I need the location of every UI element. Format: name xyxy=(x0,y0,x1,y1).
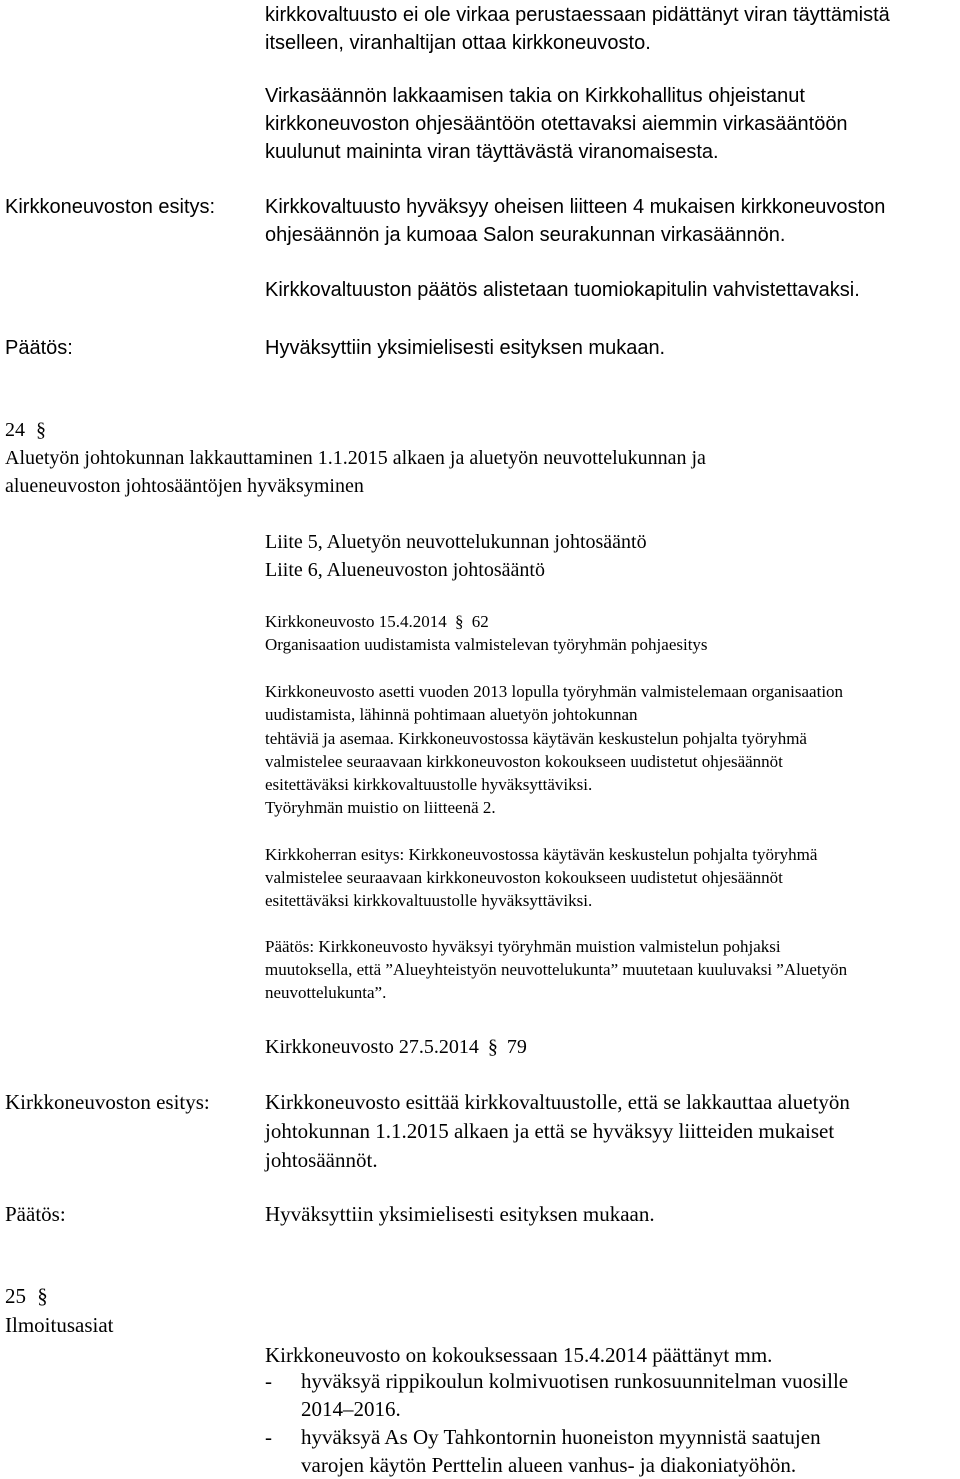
section-number-value: 24 xyxy=(5,419,25,441)
section-sign: § xyxy=(36,419,46,441)
body-line: tehtäviä ja asemaa. Kirkkoneuvostossa käytävän keskustelun pohjalta työryhmä xyxy=(265,729,807,748)
meeting-reference-prefix: Kirkkoneuvosto 27.5.2014 xyxy=(265,1036,479,1058)
section-title-line: Aluetyön johtokunnan lakkauttaminen 1.1.2015 alkaen ja aluetyön neuvottelukunnan ja xyxy=(5,447,706,469)
section-title-line: alueneuvoston johtosääntöjen hyväksyminen xyxy=(5,475,364,497)
vicar-proposal-line: valmistelee seuraavaan kirkkoneuvoston kokoukseen uudistetut ohjesäännöt xyxy=(265,868,783,887)
paragraph-line: itselleen, viranhaltijan ottaa kirkkoneuvosto. xyxy=(265,32,651,54)
meeting-subtitle: Organisaation uudistamista valmistelevan työryhmän pohjaesitys xyxy=(265,635,708,654)
paragraph-line: kuulunut maininta viran täyttävästä viranomaisesta. xyxy=(265,141,719,163)
meeting-reference-section: 79 xyxy=(506,1036,527,1058)
body-line: uudistamista, lähinnä pohtimaan aluetyön johtokunnan xyxy=(265,705,638,724)
list-item-line: hyväksyä rippikoulun kolmivuotisen runkosuunnitelman vuosille xyxy=(301,1369,849,1393)
proposal-line: Kirkkovaltuusto hyväksyy oheisen liitteen 4 mukaisen kirkkoneuvoston xyxy=(265,196,886,218)
vicar-proposal-line: Kirkkoherran esitys: Kirkkoneuvostossa käytävän keskustelun pohjalta työryhmä xyxy=(265,845,818,864)
confirmation-text: Kirkkovaltuuston päätös alistetaan tuomiokapitulin vahvistettavaksi. xyxy=(265,279,860,301)
attachment-line: Liite 6, Alueneuvoston johtosääntö xyxy=(265,559,545,581)
list-item-line: varojen käytön Perttelin alueen vanhus- ja diakoniatyöhön. xyxy=(301,1453,797,1477)
paragraph-line: Virkasäännön lakkaamisen takia on Kirkkohallitus ohjeistanut xyxy=(265,85,805,107)
meeting-reference xyxy=(265,1037,527,1057)
paragraph-line: kirkkovaltuusto ei ole virkaa perustaessaan pidättänyt viran täyttämistä xyxy=(265,4,890,26)
decision-label: Päätös: xyxy=(5,1202,66,1226)
meeting-reference-section: 62 xyxy=(471,612,489,631)
body-line: Kirkkoneuvosto asetti vuoden 2013 lopulla työryhmän valmistelemaan organisaation xyxy=(265,682,844,701)
proposal-line: johtokunnan 1.1.2015 alkaen ja että se hyväksyy liitteiden mukaiset xyxy=(265,1119,835,1143)
council-decision-line: muutoksella, että ”Alueyhteistyön neuvottelukunta” muutetaan kuuluvaksi ”Aluetyön xyxy=(265,960,848,979)
list-item-line: hyväksyä As Oy Tahkontornin huoneiston myynnistä saatujen xyxy=(301,1425,821,1449)
decision-text: Hyväksyttiin yksimielisesti esityksen mukaan. xyxy=(265,337,666,359)
proposal-line: johtosäännöt. xyxy=(265,1148,378,1172)
body-line: valmistelee seuraavaan kirkkoneuvoston kokoukseen uudistetut ohjesäännöt xyxy=(265,752,783,771)
section-sign: § xyxy=(37,1284,48,1308)
vicar-proposal-line: esitettäväksi kirkkovaltuustolle hyväksyttäviksi. xyxy=(265,891,593,910)
body-line: esitettäväksi kirkkovaltuustolle hyväksyttäviksi. xyxy=(265,775,593,794)
section-number xyxy=(5,1286,48,1307)
section-title: Ilmoitusasiat xyxy=(5,1313,114,1337)
decision-label: Päätös: xyxy=(5,337,73,359)
list-item-dash: - xyxy=(265,1425,272,1449)
proposal-line: ohjesäännön ja kumoaa Salon seurakunnan virkasäännön. xyxy=(265,224,786,246)
section-sign: § xyxy=(487,1036,498,1058)
attachment-line: Liite 5, Aluetyön neuvottelukunnan johtosääntö xyxy=(265,531,647,553)
list-item-line: 2014–2016. xyxy=(301,1397,401,1421)
council-decision-line: Päätös: Kirkkoneuvosto hyväksyi työryhmän muistion valmistelun pohjaksi xyxy=(265,937,781,956)
council-decision-line: neuvottelukunta”. xyxy=(265,983,387,1002)
proposal-label: Kirkkoneuvoston esitys: xyxy=(5,196,216,218)
meeting-reference-prefix: Kirkkoneuvosto 15.4.2014 xyxy=(265,612,447,631)
list-item-dash: - xyxy=(265,1369,272,1393)
decision-text: Hyväksyttiin yksimielisesti esityksen mukaan. xyxy=(265,1202,655,1226)
proposal-line: Kirkkoneuvosto esittää kirkkovaltuustolle, että se lakkauttaa aluetyön xyxy=(265,1090,850,1114)
announcement-intro: Kirkkoneuvosto on kokouksessaan 15.4.2014 päättänyt mm. xyxy=(265,1343,773,1367)
section-number xyxy=(5,420,46,440)
paragraph-line: kirkkoneuvoston ohjesääntöön otettavaksi aiemmin virkasääntöön xyxy=(265,113,848,135)
proposal-label: Kirkkoneuvoston esitys: xyxy=(5,1090,210,1114)
body-line: Työryhmän muistio on liitteenä 2. xyxy=(265,798,496,817)
section-number-value: 25 xyxy=(5,1284,26,1308)
section-sign: § xyxy=(455,612,464,631)
meeting-reference xyxy=(265,613,489,630)
